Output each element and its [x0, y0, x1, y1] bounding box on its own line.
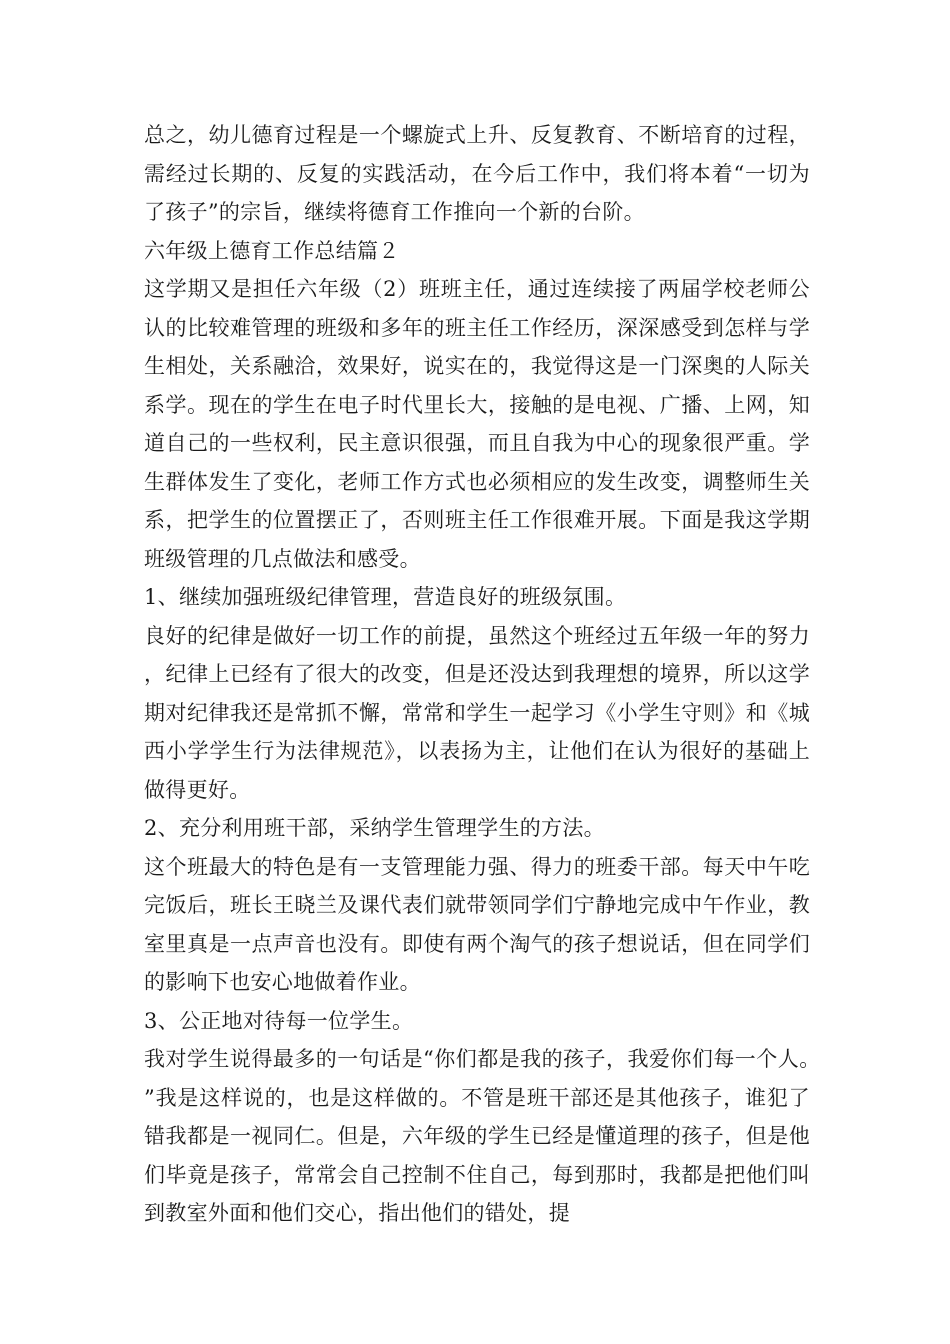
point-heading-3: 3、公正地对待每一位学生。 [144, 1008, 414, 1033]
paragraph-point-1: 良好的纪律是做好一切工作的前提，虽然这个班经过五年级一年的努力，纪律上已经有了很大的改变，但是还没达到我理想的境界，所以这学期对纪律我还是常抓不懈，常常和学生一起学习《小学生守则》和《城西小学学生行为法律规范》，以表扬为主，让他们在认为很好的基础上做得更好。 [144, 623, 810, 802]
section-title: 六年级上德育工作总结篇２ [144, 238, 400, 263]
point-heading-2: 2、充分利用班干部，采纳学生管理学生的方法。 [144, 816, 605, 840]
document-body [144, 116, 810, 1233]
paragraph-point-2: 这个班最大的特色是有一支管理能力强、得力的班委干部。每天中午吃完饭后，班长王晓兰及课代表们就带领同学们宁静地完成中午作业，教室里真是一点声音也没有。即使有两个淘气的孩子想说话，但在同学们的影响下也安心地做着作业。 [144, 854, 810, 994]
paragraph-point-3: 我对学生说得最多的一句话是“你们都是我的孩子，我爱你们每一个人。”我是这样说的，也是这样做的。不管是班干部还是其他孩子，谁犯了错我都是一视同仁。但是，六年级的学生已经是懂道理的孩子，但是他们毕竟是孩子，常常会自己控制不住自己，每到那时，我都是把他们叫到教室外面和他们交心，指出他们的错处，提 [144, 1047, 810, 1225]
point-heading-1: 1、继续加强班级纪律管理，营造良好的班级氛围。 [144, 585, 627, 609]
paragraph-conclusion: 总之，幼儿德育过程是一个螺旋式上升、反复教育、不断培育的过程，需经过长期的、反复的实践活动，在今后工作中，我们将本着“一切为了孩子”的宗旨，继续将德育工作推向一个新的台阶。 [144, 123, 810, 224]
paragraph-intro: 这学期又是担任六年级（2）班班主任，通过连续接了两届学校老师公认的比较难管理的班级和多年的班主任工作经历，深深感受到怎样与学生相处，关系融洽，效果好，说实在的，我觉得这是一门深奥的人际关系学。现在的学生在电子时代里长大，接触的是电视、广播、上网，知道自己的一些权利，民主意识很强，而且自我为中心的现象很严重。学生群体发生了变化，老师工作方式也必须相应的发生改变，调整师生关系，把学生的位置摆正了，否则班主任工作很难开展。下面是我这学期班级管理的几点做法和感受。 [144, 277, 810, 571]
